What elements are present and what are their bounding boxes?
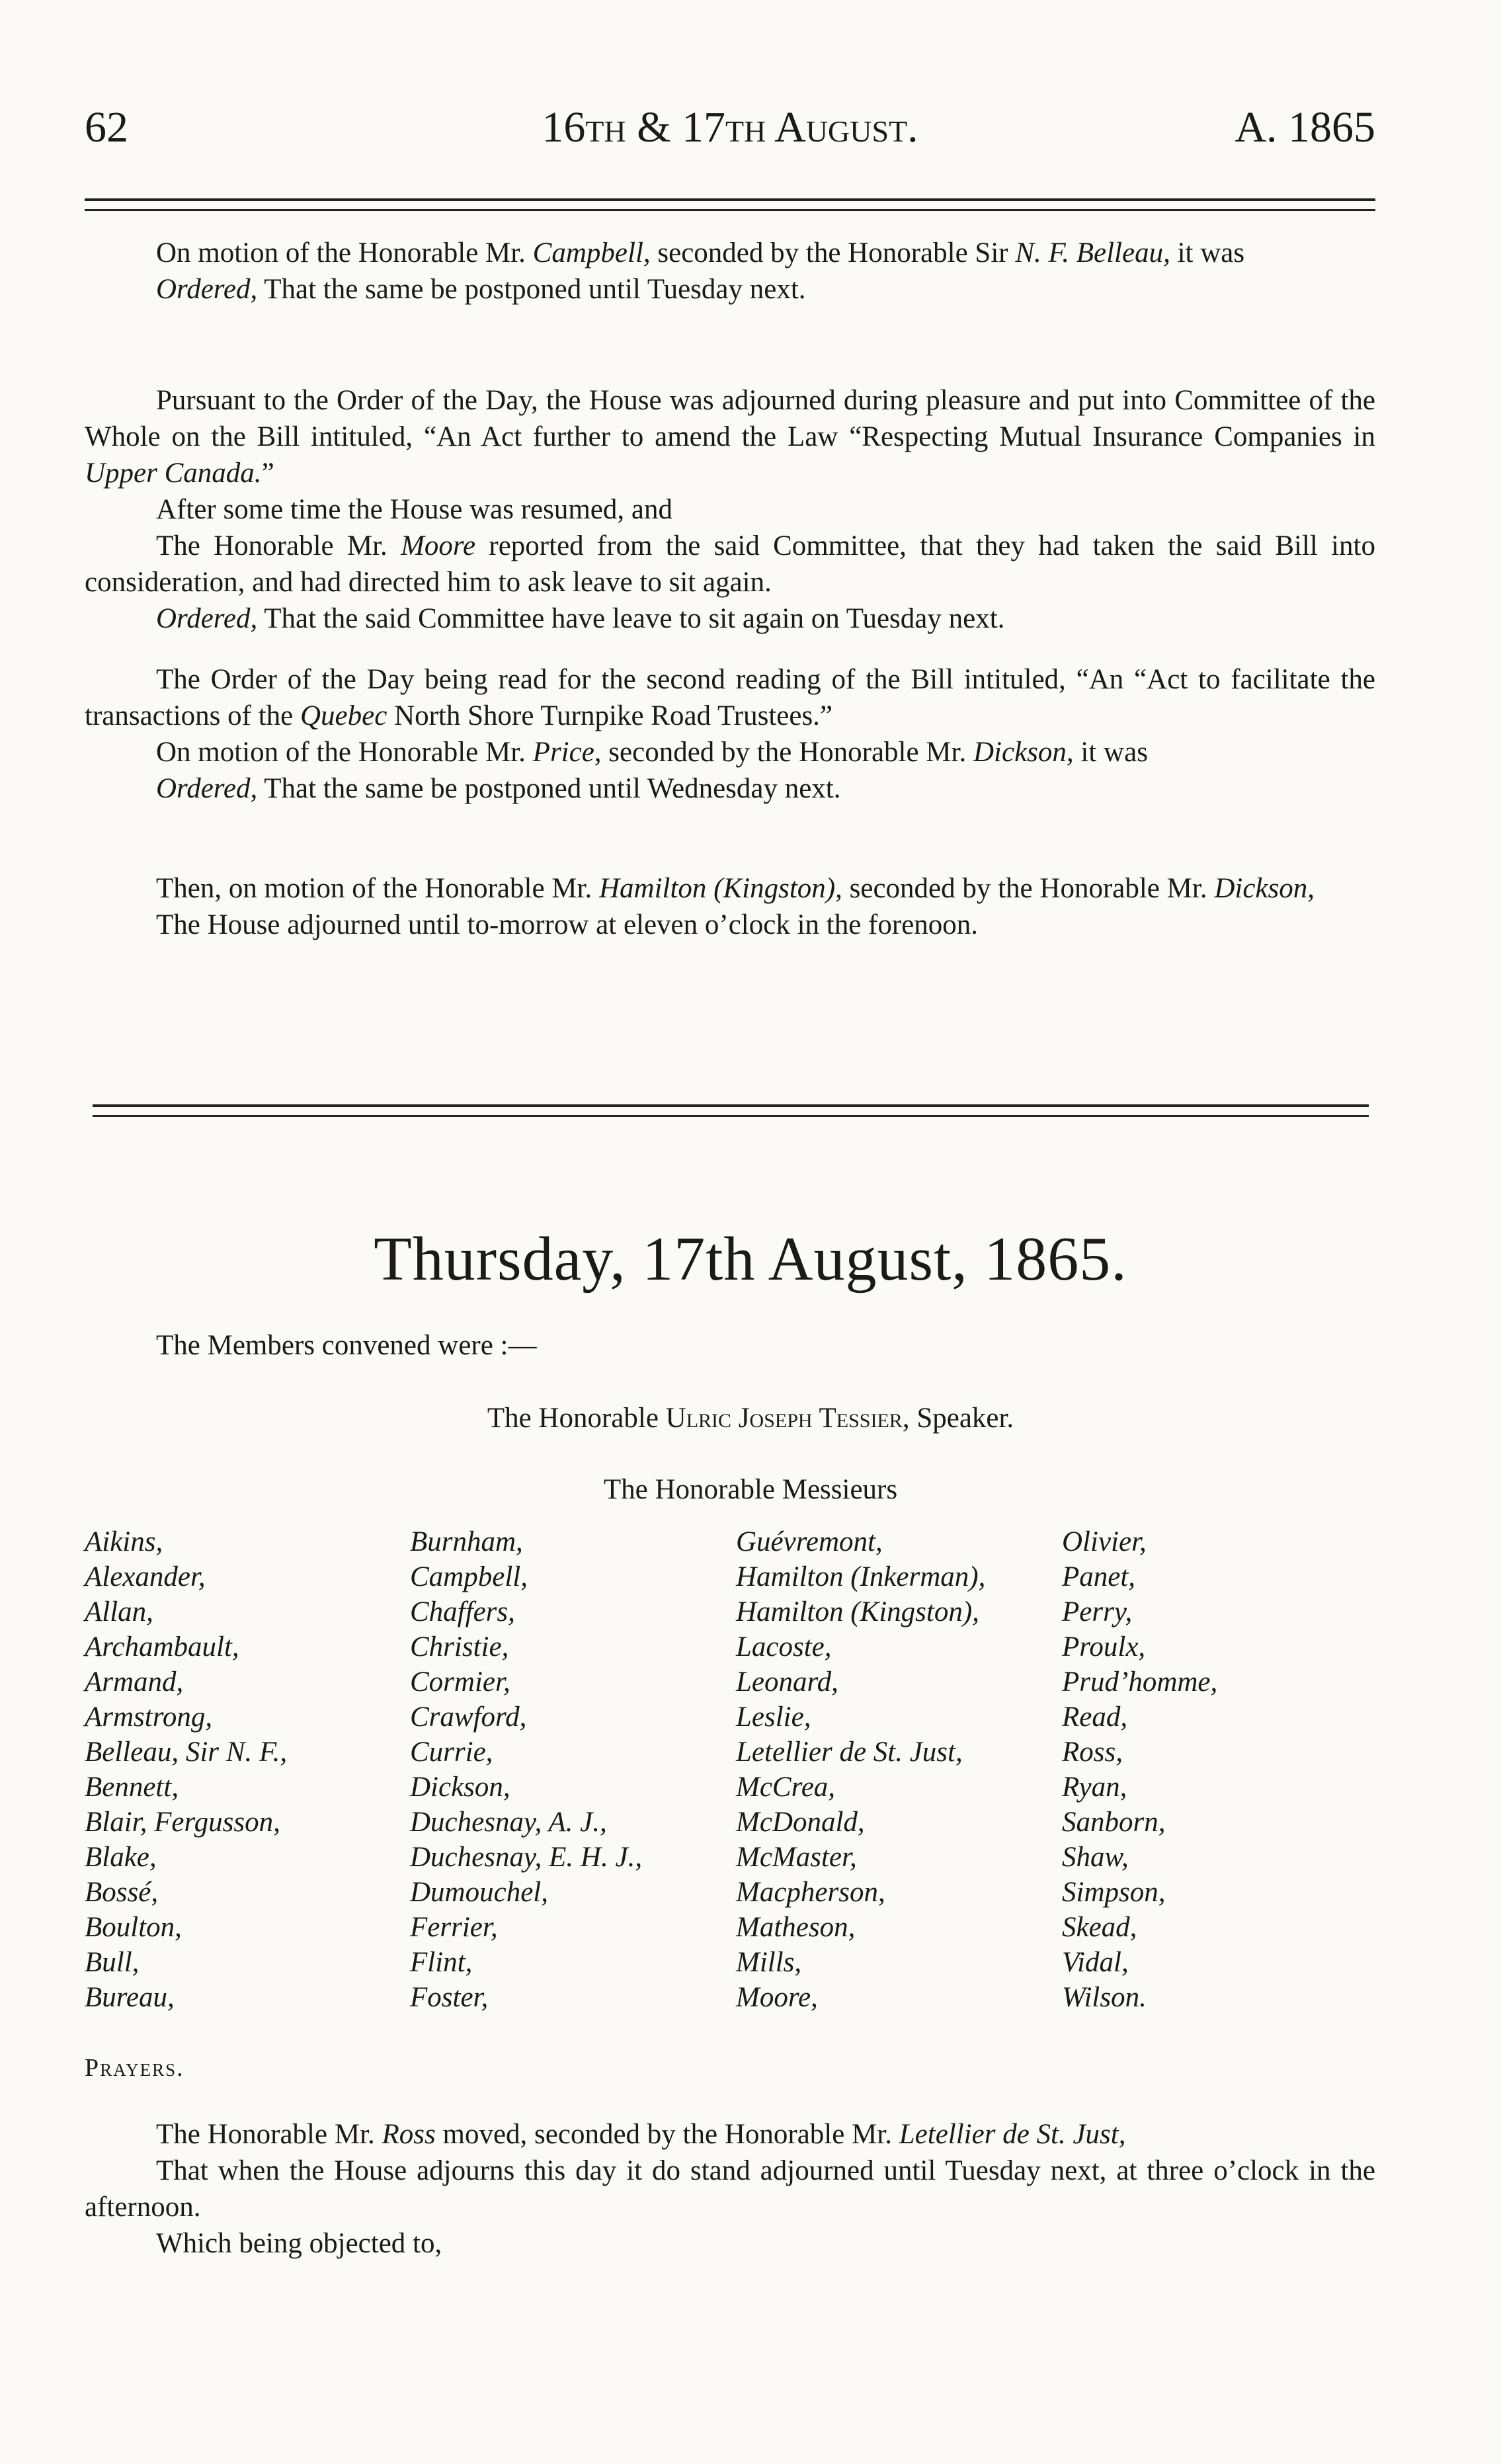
member-name: Archambault,	[85, 1631, 239, 1663]
member-name: Perry,	[1062, 1596, 1133, 1627]
member-name: Flint,	[410, 1947, 473, 1978]
paragraph-turnpike-bill: The Order of the Day being read for the second reading of the Bill intituled, “An “Act to facilitate the transactions of the Quebec North Shore Turnpike Road Trustees.” On motion of the Honorable Mr. Price, seconded by the Honorable Mr. Dickson, it was Ordered, That the same be postponed until Wednesday next.	[85, 664, 1375, 804]
members-column-2	[410, 1524, 642, 2015]
header-rule	[85, 198, 1375, 211]
messieurs-heading: The Honorable Messieurs	[603, 1474, 898, 1505]
member-name: Skead,	[1062, 1912, 1137, 1943]
speaker-line: The Honorable Ulric Joseph Tessier, Speaker.	[487, 1403, 1014, 1434]
member-name: Dumouchel,	[410, 1877, 548, 1908]
section-rule	[93, 1104, 1369, 1117]
member-name: Proulx,	[1062, 1631, 1146, 1663]
member-name: Wilson.	[1062, 1982, 1147, 2013]
member-name: Mills,	[736, 1947, 802, 1978]
member-name: Alexander,	[85, 1561, 206, 1592]
members-column-3	[736, 1524, 985, 2015]
member-name: Bossé,	[85, 1877, 159, 1908]
member-name: Allan,	[85, 1596, 153, 1627]
member-name: Boulton,	[85, 1912, 182, 1943]
member-name: Armand,	[85, 1666, 184, 1698]
member-name: Shaw,	[1062, 1842, 1129, 1873]
paragraph-committee-insurance: Pursuant to the Order of the Day, the House was adjourned during pleasure and put into Committee of the Whole on the Bill intituled, “An Act further to amend the Law “Respecting Mutual Insurance Companies in Upper Canada.” After some time the House was resumed, and The Honorable Mr. Moore reported from the said Committee, that they had taken the said Bill into consideration, and had directed him to ask leave to sit again. Ordered, That the said Committee have leave to sit again on Tuesday next.	[85, 385, 1375, 634]
member-name: Prud’homme,	[1062, 1666, 1218, 1698]
paragraph-postponed-1: On motion of the Honorable Mr. Campbell, seconded by the Honorable Sir N. F. Belleau, it was Ordered, That the same be postponed until Tuesday next.	[156, 237, 1245, 305]
member-name: McDonald,	[736, 1807, 865, 1838]
member-name: Ross,	[1062, 1737, 1123, 1768]
member-name: Lacoste,	[736, 1631, 832, 1663]
member-name: Campbell,	[410, 1561, 528, 1592]
member-name: McCrea,	[736, 1772, 836, 1803]
member-name: Ferrier,	[410, 1912, 498, 1943]
member-name: Bennett,	[85, 1772, 179, 1803]
members-column-4	[1062, 1524, 1217, 2015]
member-name: Read,	[1062, 1702, 1128, 1733]
member-name: Guévremont,	[736, 1526, 883, 1557]
member-name: Macpherson,	[736, 1877, 885, 1908]
member-name: Panet,	[1062, 1561, 1136, 1592]
member-name: Sanborn,	[1062, 1807, 1166, 1838]
member-name: Leslie,	[736, 1702, 811, 1733]
member-name: Blake,	[85, 1842, 157, 1873]
member-name: Hamilton (Inkerman),	[736, 1561, 986, 1592]
member-name: Bureau,	[85, 1982, 175, 2013]
member-name: Dickson,	[410, 1772, 510, 1803]
prayers-heading: Prayers.	[85, 2054, 184, 2082]
member-name: Simpson,	[1062, 1877, 1166, 1908]
member-name: Ryan,	[1062, 1772, 1127, 1803]
paragraph-ross-motion: The Honorable Mr. Ross moved, seconded by the Honorable Mr. Letellier de St. Just, That when the House adjourns this day it do stand adjourned until Tuesday next, at three o’clock in the afternoon. Which being objected to,	[85, 2119, 1375, 2259]
member-name: Duchesnay, E. H. J.,	[410, 1842, 643, 1873]
member-name: Vidal,	[1062, 1947, 1129, 1978]
member-name: Chaffers,	[410, 1596, 515, 1627]
member-name: Crawford,	[410, 1702, 527, 1733]
header-year: A. 1865	[1235, 103, 1375, 151]
member-name: Hamilton (Kingston),	[736, 1596, 979, 1627]
member-name: Moore,	[736, 1982, 818, 2013]
member-name: Currie,	[410, 1737, 493, 1768]
member-name: Leonard,	[736, 1666, 838, 1698]
members-convened-line: The Members convened were :—	[156, 1330, 537, 1361]
member-name: McMaster,	[736, 1842, 857, 1873]
paragraph-adjournment: Then, on motion of the Honorable Mr. Hamilton (Kingston), seconded by the Honorable Mr. Dickson, The House adjourned until to-morrow at eleven o’clock in the forenoon.	[156, 873, 1315, 940]
members-column-1	[85, 1524, 287, 2015]
member-name: Burnham,	[410, 1526, 523, 1557]
member-name: Cormier,	[410, 1666, 510, 1698]
day-title: Thursday, 17th August, 1865.	[374, 1225, 1127, 1294]
member-name: Blair, Fergusson,	[85, 1807, 280, 1838]
member-name: Duchesnay, A. J.,	[410, 1807, 607, 1838]
member-name: Christie,	[410, 1631, 509, 1663]
member-name: Belleau, Sir N. F.,	[85, 1737, 288, 1768]
member-name: Olivier,	[1062, 1526, 1147, 1557]
page-number: 62	[85, 103, 128, 151]
member-name: Aikins,	[85, 1526, 163, 1557]
member-name: Bull,	[85, 1947, 140, 1978]
page-header	[85, 103, 1375, 162]
header-date: 16th & 17th August.	[542, 103, 918, 151]
member-name: Letellier de St. Just,	[736, 1737, 963, 1768]
member-name: Foster,	[410, 1982, 489, 2013]
member-name: Armstrong,	[85, 1702, 213, 1733]
member-name: Matheson,	[736, 1912, 856, 1943]
